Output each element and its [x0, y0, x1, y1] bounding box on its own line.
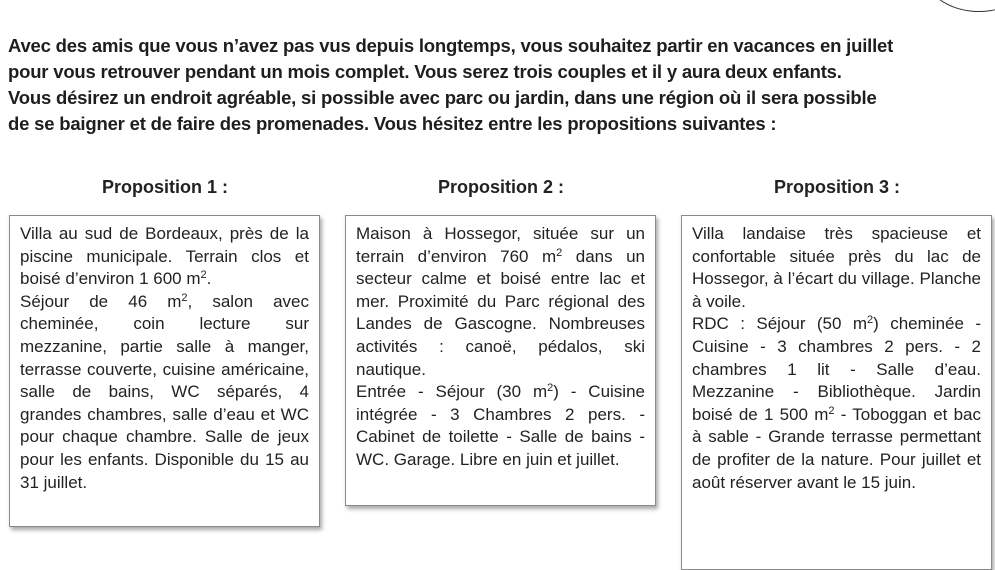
superscript: 2 — [181, 291, 188, 304]
proposition-1-description — [20, 223, 309, 291]
text-span: Séjour de 46 m — [20, 291, 182, 311]
superscript: 2 — [547, 382, 554, 395]
intro-paragraph — [8, 33, 978, 137]
proposition-3-details — [692, 313, 981, 494]
text-span: Villa landaise très spacieuse et confortable située près du lac de Hossegor, à l’écart du village. Planche à voile. — [692, 224, 981, 311]
intro-line: Avec des amis que vous n’avez pas vus depuis longtemps, vous souhaitez partir en vacances en juillet — [8, 35, 894, 56]
proposition-1-box — [9, 215, 320, 527]
superscript: 2 — [867, 314, 874, 327]
proposition-2-details — [356, 381, 645, 471]
text-span: dans un secteur calme et boisé entre lac et mer. Proximité du Parc régional des Landes de Gascogne. Nombreuses activités : canoë, pédalos, ski nautique. — [356, 246, 645, 379]
intro-line: pour vous retrouver pendant un mois complet. Vous serez trois couples et il y aura deux enfants. — [8, 61, 842, 82]
proposition-2-description — [356, 223, 645, 381]
text-span: ) - Cuisine intégrée - 3 Chambres 2 pers. - Cabinet de toilette - Salle de bains - WC. Garage. Libre en juin et juillet. — [356, 382, 645, 469]
superscript: 2 — [828, 404, 835, 417]
proposition-1-details — [20, 291, 309, 494]
text-span: . — [206, 269, 212, 289]
intro-line: Vous désirez un endroit agréable, si possible avec parc ou jardin, dans une région où il sera possible — [8, 87, 877, 108]
text-span: ) cheminée - Cuisine - 3 chambres 2 pers. - 2 chambres 1 lit - Salle d’eau. Mezzanine - Bibliothèque. Jardin boisé de 1 500 m — [692, 314, 981, 424]
text-span: RDC : Séjour (50 m — [692, 314, 868, 334]
text-span: Villa au sud de Bordeaux, près de la piscine municipale. Terrain clos et boisé d’environ 1 600 m — [20, 224, 309, 289]
superscript: 2 — [200, 269, 207, 282]
proposition-1-heading: Proposition 1 : — [102, 177, 228, 197]
text-span: Maison à Hossegor, située sur un terrain d’environ 760 m — [356, 224, 645, 266]
proposition-3-description — [692, 223, 981, 313]
proposition-2-heading: Proposition 2 : — [438, 177, 564, 197]
text-span: Entrée - Séjour (30 m — [356, 382, 548, 402]
intro-line: de se baigner et de faire des promenades. Vous hésitez entre les propositions suivantes : — [8, 113, 777, 134]
corner-decoration — [923, 0, 995, 12]
text-span: - Toboggan et bac à sable - Grande terrasse permettant de profiter de la nature. Pour juillet et août réserver avant le 15 juin. — [692, 404, 981, 492]
superscript: 2 — [556, 246, 563, 259]
text-span: , salon avec cheminée, coin lecture sur mezzanine, partie salle à manger, terrasse couverte, cuisine américaine, salle de bains, WC séparés, 4 grandes chambres, salle d’eau et WC pour chaque chambre. Salle de jeux pour les enfants. Disponible du 15 au 31 juillet. — [20, 291, 309, 492]
proposition-2-box — [345, 215, 656, 506]
proposition-3-box — [681, 215, 992, 570]
proposition-3-heading: Proposition 3 : — [774, 177, 900, 197]
